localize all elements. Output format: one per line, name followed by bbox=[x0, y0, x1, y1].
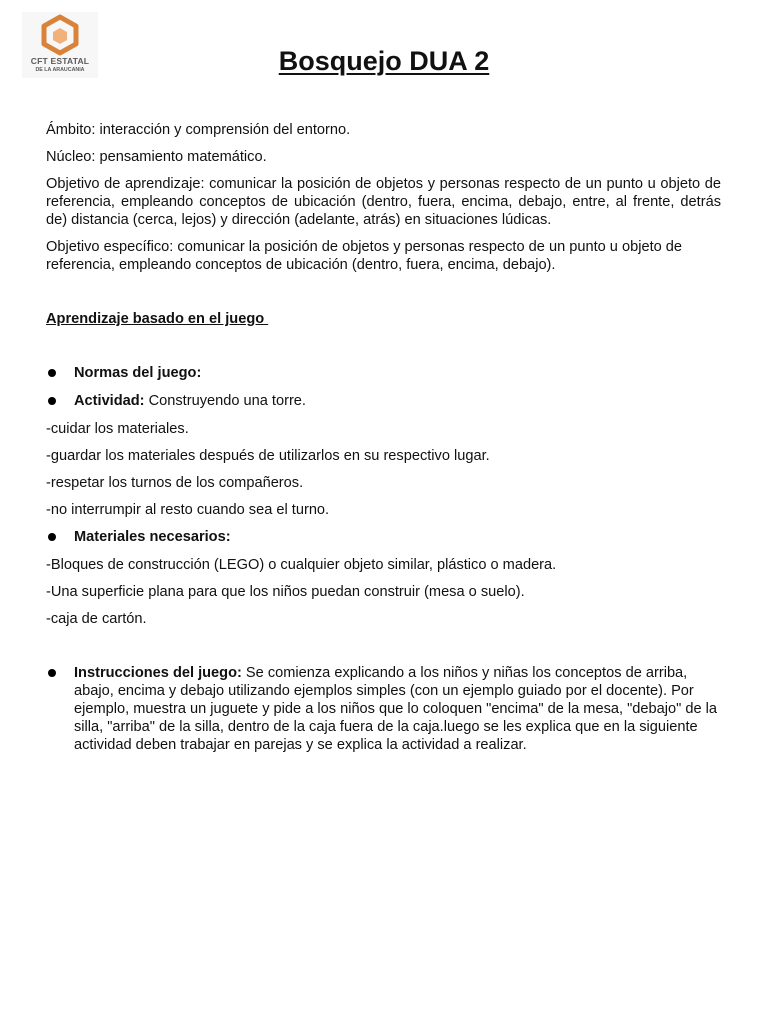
objetivo-aprendizaje-paragraph: Objetivo de aprendizaje: comunicar la posición de objetos y personas respecto de un punto u objeto de referencia, empleando conceptos de ubicación (dentro, fuera, encima, debajo, entre, al frente, detrás de) distancia (cerca, lejos) y dirección (adelante, atrás) en situaciones lúdicas. bbox=[46, 176, 721, 228]
rule-item: -cuidar los materiales. bbox=[46, 421, 189, 437]
bullet-dot-icon bbox=[48, 369, 56, 377]
bullet-actividad bbox=[46, 392, 721, 410]
rule-item: -no interrumpir al resto cuando sea el turno. bbox=[46, 502, 330, 518]
nucleo-paragraph: Núcleo: pensamiento matemático. bbox=[46, 149, 267, 165]
bullet-materiales bbox=[46, 528, 721, 546]
instrucciones-text: Se comienza explicando a los niños y niñas los conceptos de arriba, abajo, encima y debajo utilizando ejemplos simples (con un ejemplo guiado por el docente). Por ejemplo, muestra un juguete y pide a los niños que lo coloquen "encima" de la mesa, "debajo" de la silla, "arriba" de la silla, dentro de la caja fuera de la caja.luego se les explica que en la siguiente actividad deben trabajar en parejas y se explica la actividad a realizar. bbox=[74, 665, 717, 753]
bullet-instrucciones bbox=[46, 664, 721, 754]
normas-label: Normas del juego: bbox=[74, 365, 202, 381]
material-item: -Bloques de construcción (LEGO) o cualquier objeto similar, plástico o madera. bbox=[46, 557, 557, 573]
bullet-dot-icon bbox=[48, 397, 56, 405]
material-item: -Una superficie plana para que los niños puedan construir (mesa o suelo). bbox=[46, 584, 525, 600]
rule-item: -guardar los materiales después de utilizarlos en su respectivo lugar. bbox=[46, 448, 490, 464]
instrucciones-label: Instrucciones del juego: bbox=[74, 665, 242, 681]
objetivo-especifico-paragraph: Objetivo específico: comunicar la posición de objetos y personas respecto de un punto u objeto de referencia, empleando conceptos de ubicación (dentro, fuera, encima, debajo). bbox=[46, 239, 683, 273]
logo-text-line2: DE LA ARAUCANIA bbox=[35, 67, 85, 73]
document-body bbox=[46, 121, 721, 764]
logo-text-line1: CFT ESTATAL bbox=[30, 56, 90, 66]
rule-item: -respetar los turnos de los compañeros. bbox=[46, 475, 304, 491]
bullet-dot-icon bbox=[48, 669, 56, 677]
bullet-dot-icon bbox=[48, 533, 56, 541]
materiales-label: Materiales necesarios: bbox=[74, 529, 231, 545]
ambito-paragraph: Ámbito: interacción y comprensión del entorno. bbox=[46, 122, 351, 138]
document-title: Bosquejo DUA 2 bbox=[278, 46, 490, 76]
actividad-text: Construyendo una torre. bbox=[144, 393, 306, 409]
actividad-label: Actividad: bbox=[74, 393, 145, 409]
bullet-normas bbox=[46, 364, 721, 382]
material-item: -caja de cartón. bbox=[46, 611, 147, 627]
section-heading: Aprendizaje basado en el juego bbox=[46, 311, 269, 327]
